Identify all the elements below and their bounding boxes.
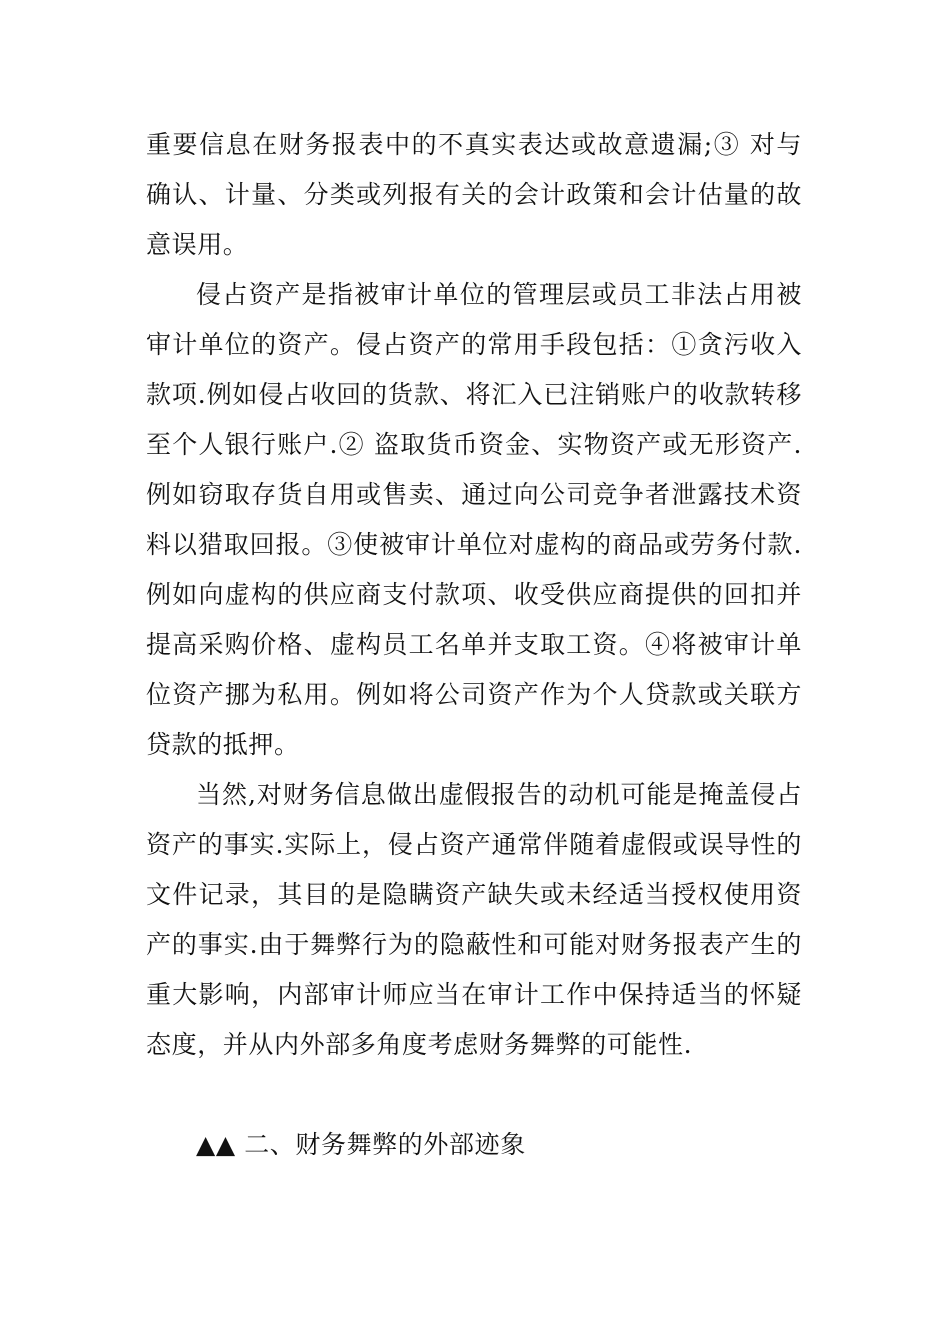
paragraph-continued: 重要信息在财务报表中的不真实表达或故意遗漏;③ 对与确认、计量、分类或列报有关的会计政策和会计估量的故意误用。 <box>146 130 802 259</box>
paragraph-fraud-motive: 当然,对财务信息做出虚假报告的动机可能是掩盖侵占资产的事实.实际上，侵占资产通常伴随着虚假或误导性的文件记录，其目的是隐瞒资产缺失或未经适当授权使用资产的事实.由于舞弊行为的隐蔽性和可能对财务报表产生的重大影响，内部审计师应当在审计工作中保持适当的怀疑态度，并从内外部多角度考虑财务舞弊的可能性. <box>146 780 802 1059</box>
section-heading: ▲▲ 二、财务舞弊的外部迹象 <box>196 1130 526 1159</box>
paragraph-asset-misappropriation: 侵占资产是指被审计单位的管理层或员工非法占用被审计单位的资产。侵占资产的常用手段包括：①贪污收入款项.例如侵占收回的货款、将汇入已注销账户的收款转移至个人银行账户.② 盗取货币资金、实物资产或无形资产.例如窃取存货自用或售卖、通过向公司竞争者泄露技术资料以猎取回报。③使被审计单位对虚构的商品或劳务付款.例如向虚构的供应商支付款项、收受供应商提供的回扣并提高采购价格、虚构员工名单并支取工资。④将被审计单位资产挪为私用。例如将公司资产作为个人贷款或关联方贷款的抵押。 <box>146 280 802 759</box>
body-text <box>146 120 802 1070</box>
